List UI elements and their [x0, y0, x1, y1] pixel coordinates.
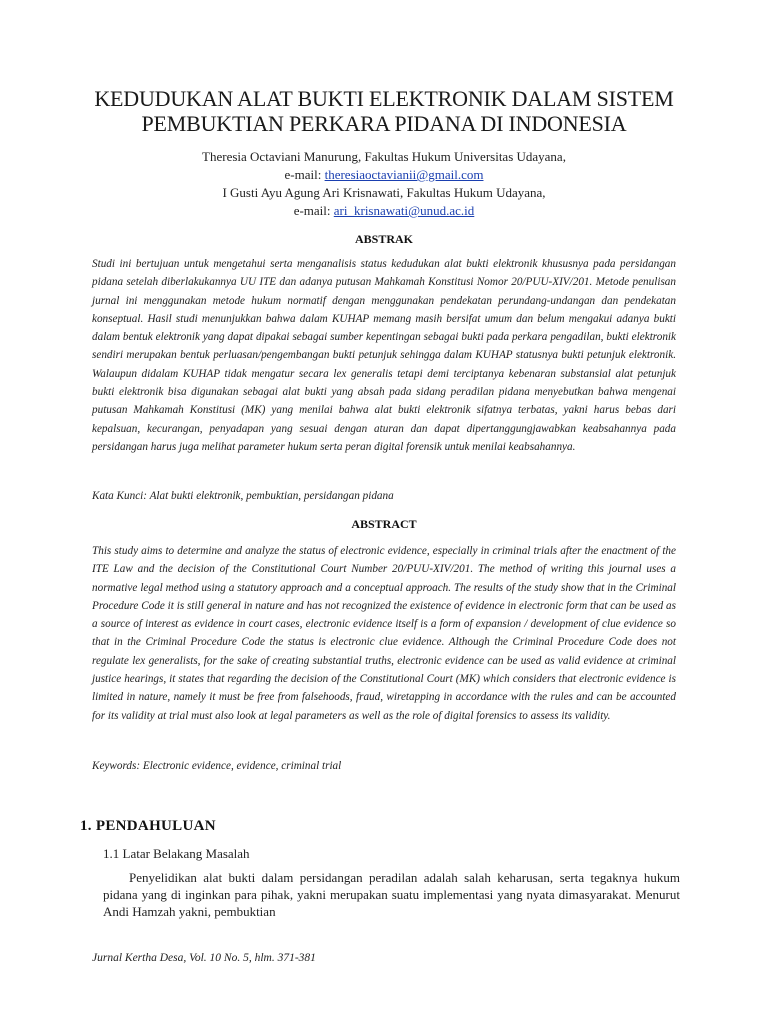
author-1-email-line [60, 166, 708, 184]
abstrak-text: Studi ini bertujuan untuk mengetahui serta menganalisis status kedudukan alat bukti elektronik khususnya pada persidangan pidana setelah diberlakukannya UU ITE dan adanya putusan Mahkamah Konstitusi Nomor 20/PUU-XIV/201. Metode penulisan jurnal ini menggunakan metode hukum normatif dengan menggunakan pendekatan perundang-undangan dan pendekatan konseptual. Hasil studi menunjukkan bahwa dalam KUHAP memang masih bersifat umum dan belum mengakui adanya bukti dalam bentuk elektronik yang dapat dipakai sebagai sumber kepentingan sebagai bukti pada perkara pengadilan, bukti elektronik sendiri merupakan bentuk perluasan/pengembangan bukti petunjuk sehingga dalam KUHAP statusnya bukti petunjuk elektronik. Walaupun didalam KUHAP tidak mengatur secara lex generalis tetapi demi terciptanya kebenaran substansial alat petunjuk bukti elektronik bisa digunakan sebagai alat bukti yang absah pada sidang peradilan pidana menyebutkan bahwa mengenai putusan Mahkamah Konstitusi (MK) yang menilai bahwa alat bukti elektronik sifatnya terbatas, yakni harus bebas dari kepalsuan, kecurangan, penyadapan yang sesuai dengan aturan dan dapat dipertanggungjawabkan keabsahannya pada persidangan harus juga melihat parameter hukum serta peran digital forensik untuk menilai keabsahannya. [92, 258, 676, 453]
author-2-email-link[interactable]: ari_krisnawati@unud.ac.id [333, 203, 475, 218]
author-2-affiliation: I Gusti Ayu Agung Ari Krisnawati, Fakultas Hukum Udayana, [222, 185, 546, 200]
paper-title-line-2: PEMBUKTIAN PERKARA PIDANA DI INDONESIA [141, 111, 627, 136]
abstract-keywords: Keywords: Electronic evidence, evidence, criminal trial [92, 760, 342, 772]
email-label: e-mail: [284, 167, 325, 182]
paper-title [60, 86, 708, 136]
author-1-email-link[interactable]: theresiaoctavianii@gmail.com [324, 167, 484, 182]
author-1-affiliation: Theresia Octaviani Manurung, Fakultas Hukum Universitas Udayana, [202, 149, 566, 164]
journal-footer: Jurnal Kertha Desa, Vol. 10 No. 5, hlm. 371-381 [92, 952, 316, 964]
section-title: 1. PENDAHULUAN [80, 818, 216, 834]
abstract-text: This study aims to determine and analyze the status of electronic evidence, especially in criminal trials after the enactment of the ITE Law and the decision of the Constitutional Court Number 20/PUU-XIV/201. The method of writing this journal uses a normative legal method using a statutory approach and a conceptual approach. The results of the study show that in the Criminal Procedure Code it is still general in nature and has not recognized the existence of evidence in electronic form that can be used as a source of interest as evidence in court cases, electronic evidence itself is a form of expansion / development of clue evidence so that in the Criminal Procedure Code the status is electronic clue evidence. Although the Criminal Procedure Code does not regulate lex generalists, for the sake of creating substantial truths, electronic evidence can be used as valid evidence at criminal justice hearings, it states that regarding the decision of the Constitutional Court (MK) which considers that electronic evidence is limited in nature, namely it must be free from falsehoods, fraud, wiretapping in accordance with the rules and can be accounted for its validity at trial must also look at legal parameters as well as the role of digital forensics to assess its validity. [92, 545, 676, 722]
email-label: e-mail: [293, 203, 334, 218]
subsection-title: 1.1 Latar Belakang Masalah [103, 846, 250, 861]
abstrak-keywords: Kata Kunci: Alat bukti elektronik, pembuktian, persidangan pidana [92, 490, 394, 502]
abstract-heading: ABSTRACT [351, 517, 417, 531]
body-paragraph: Penyelidikan alat bukti dalam persidangan peradilan adalah salah keharusan, serta tegaknya hukum pidana yang di inginkan para pihak, yakni merupakan suatu implementasi yang nyata dimasyarakat. Menurut Andi Hamzah yakni, pembuktian [103, 870, 680, 919]
abstrak-heading: ABSTRAK [354, 232, 413, 246]
author-2-email-line [60, 202, 708, 220]
author-block [60, 148, 708, 220]
paper-title-line-1: KEDUDUKAN ALAT BUKTI ELEKTRONIK DALAM SISTEM [94, 86, 674, 111]
